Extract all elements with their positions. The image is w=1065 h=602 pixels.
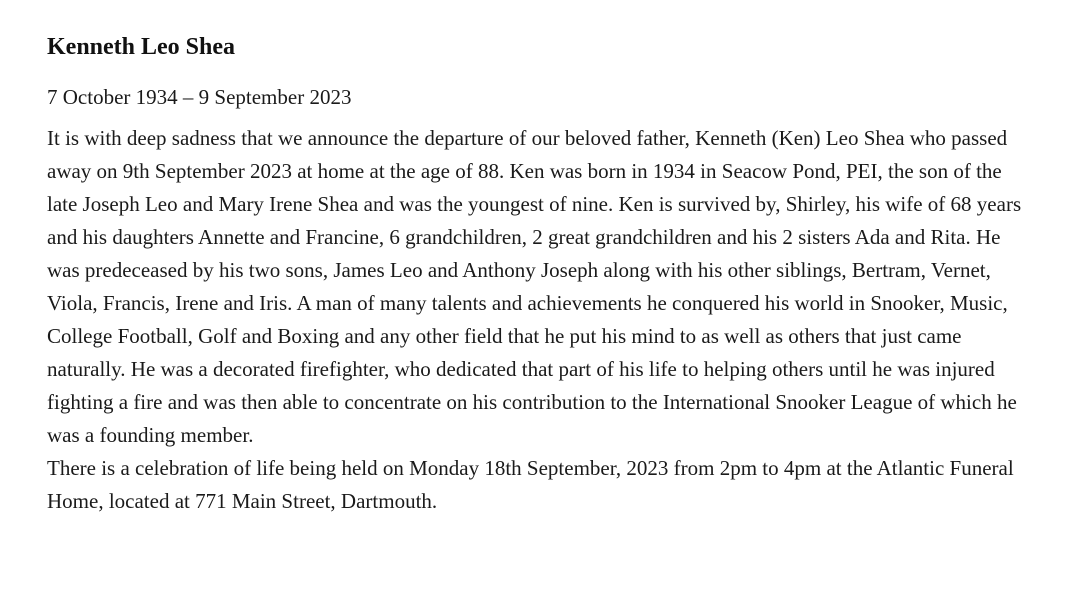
obituary-body (47, 122, 1037, 518)
obituary-paragraph: It is with deep sadness that we announce the departure of our beloved father, Kenneth (Ken) Leo Shea who passed away on 9th September 2023 at home at the age of 88. Ken was born in 1934 in Seacow Pond, PEI, the son of the late Joseph Leo and Mary Irene Shea and was the youngest of nine. Ken is survived by, Shirley, his wife of 68 years and his daughters Annette and Francine, 6 grandchildren, 2 great grandchildren and his 2 sisters Ada and Rita. He was predeceased by his two sons, James Leo and Anthony Joseph along with his other siblings, Bertram, Vernet, Viola, Francis, Irene and Iris. A man of many talents and achievements he conquered his world in Snooker, Music, College Football, Golf and Boxing and any other field that he put his mind to as well as others that just came naturally. He was a decorated firefighter, who dedicated that part of his life to helping others until he was injured fighting a fire and was then able to concentrate on his contribution to the International Snooker League of which he was a founding member. (47, 126, 1022, 447)
obituary-title: Kenneth Leo Shea (47, 34, 236, 60)
celebration-notice: There is a celebration of life being held on Monday 18th September, 2023 from 2pm to 4pm at the Atlantic Funeral Home, located at 771 Main Street, Dartmouth. (47, 456, 1014, 513)
life-dates: 7 October 1934 – 9 September 2023 (47, 85, 352, 109)
obituary-document (47, 30, 1037, 518)
